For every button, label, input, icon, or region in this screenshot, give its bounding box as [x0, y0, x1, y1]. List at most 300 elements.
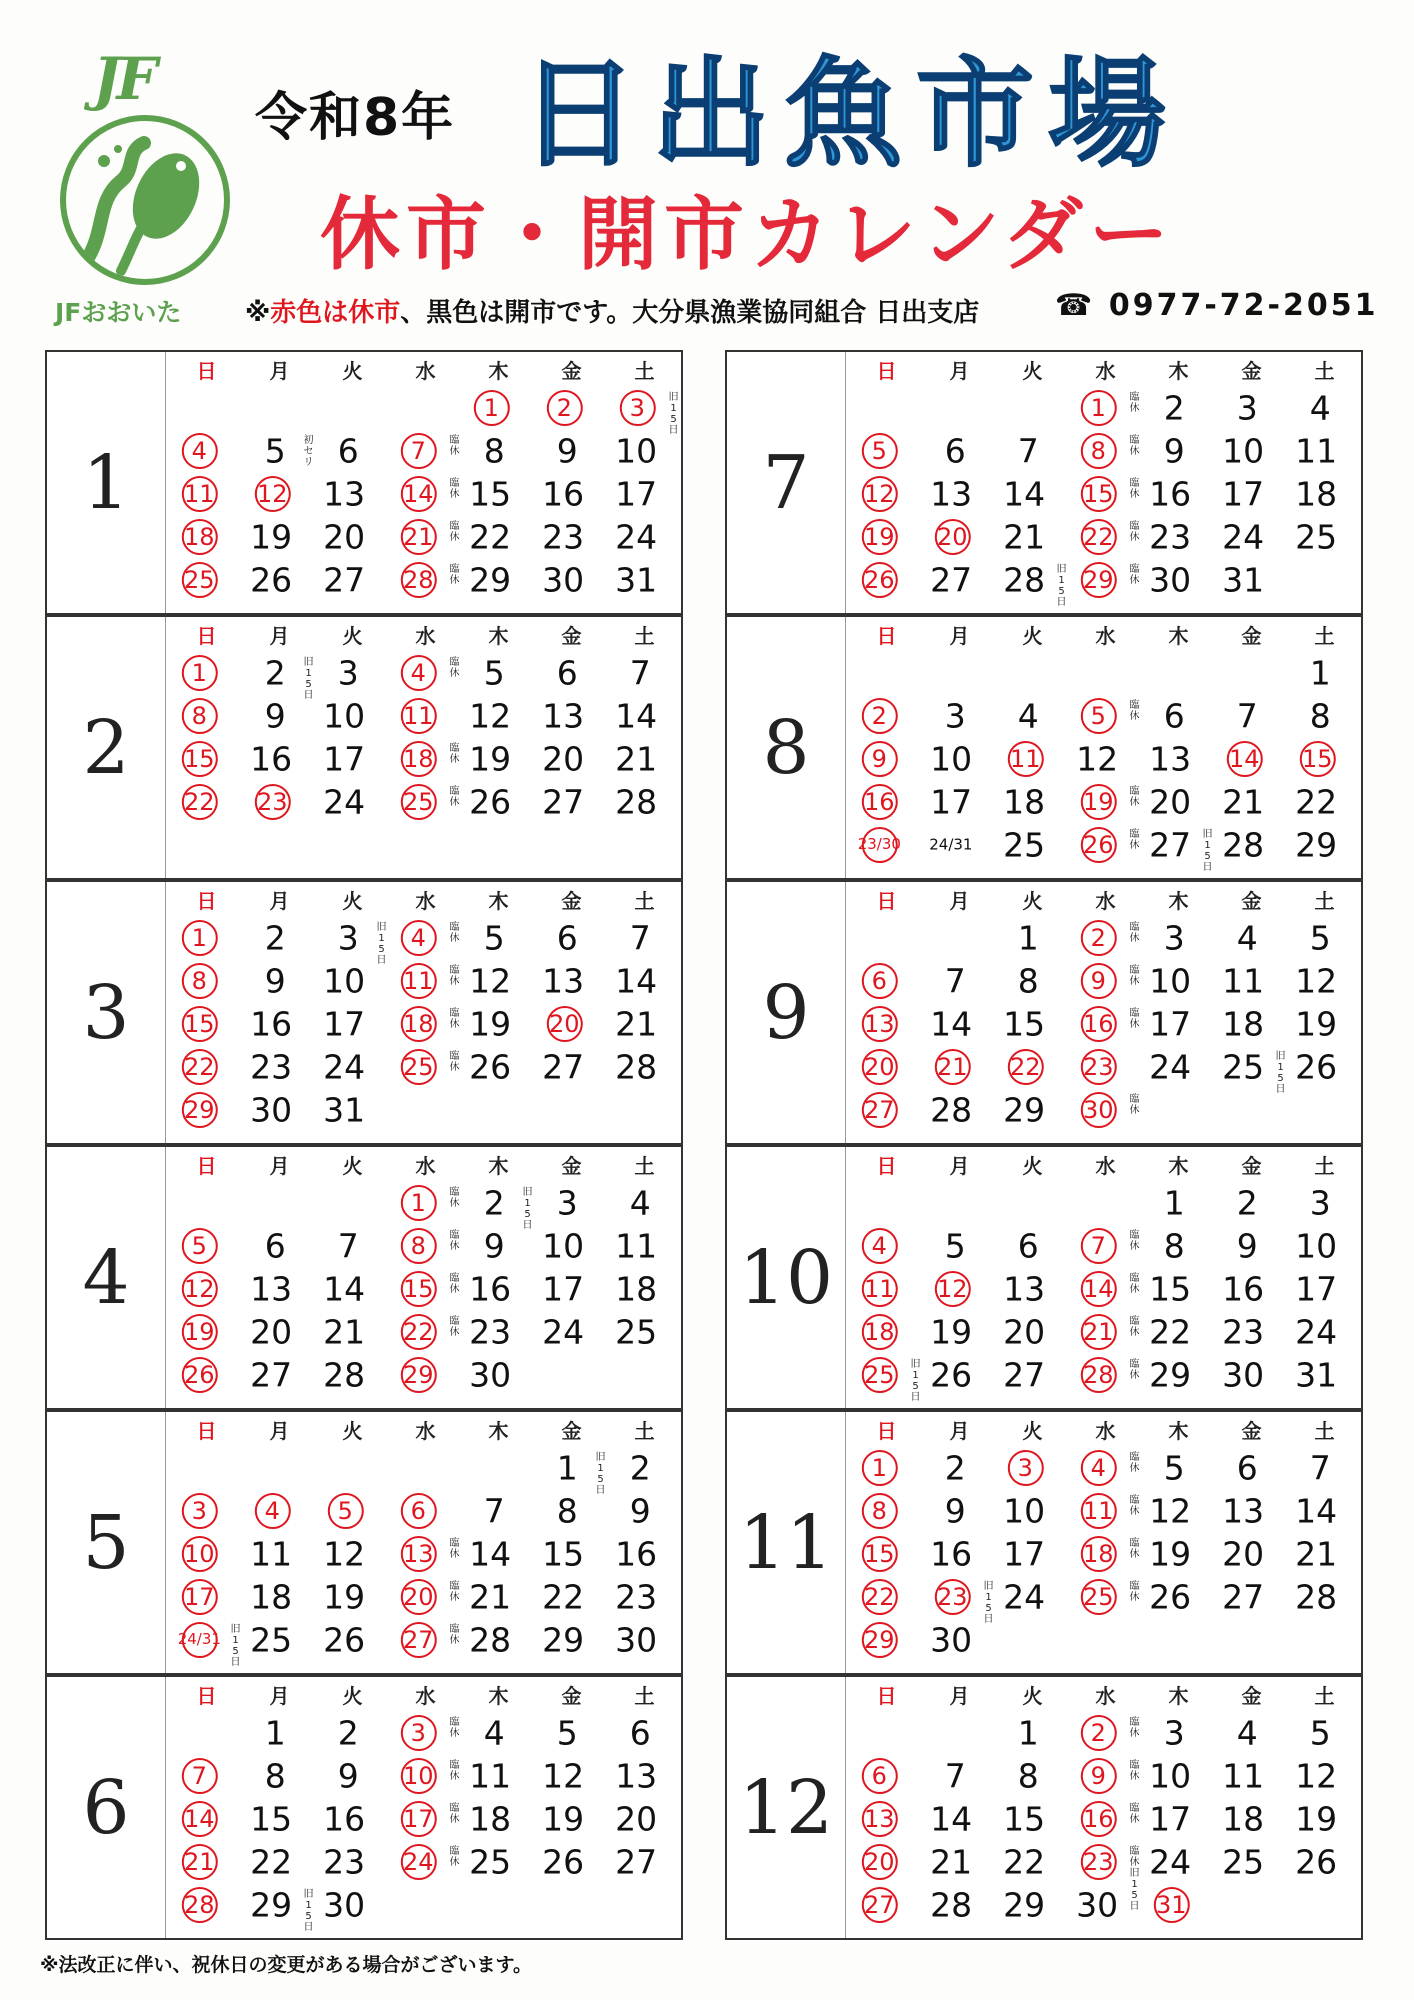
open-day: 1 [1017, 918, 1039, 957]
open-day: 13 [1149, 739, 1192, 778]
weekday-label: 土 [634, 624, 655, 648]
open-day: 11 [1222, 1756, 1265, 1795]
weekday-label: 土 [1314, 359, 1335, 383]
month-number: 8 [727, 617, 846, 878]
open-day: 12 [469, 961, 512, 1000]
day-cell [608, 429, 681, 472]
day-cell [1142, 1088, 1215, 1131]
day-cell [1069, 916, 1142, 959]
open-day: 24 [323, 1047, 366, 1086]
open-day: 25 [1295, 517, 1338, 556]
open-day: 22 [542, 1577, 585, 1616]
open-day: 10 [615, 431, 658, 470]
closed-day: 16 [1080, 1801, 1116, 1837]
day-cell [170, 1797, 243, 1840]
day-cell [170, 1353, 243, 1396]
day-note: 臨休 [449, 1187, 460, 1209]
day-cell [170, 1575, 243, 1618]
day-cell [389, 1618, 462, 1661]
weekday-label: 水 [1095, 1684, 1116, 1708]
day-cell [170, 1224, 243, 1267]
day-cell [850, 651, 923, 694]
open-day: 17 [615, 474, 658, 513]
open-day: 7 [944, 1756, 966, 1795]
weekday-header [850, 1681, 1361, 1711]
day-cell [850, 1267, 923, 1310]
day-cell [462, 386, 535, 429]
closed-day: 14 [400, 476, 436, 512]
week-row [170, 429, 681, 472]
open-day: 9 [483, 1226, 505, 1265]
day-cell [850, 1883, 923, 1926]
day-cell [316, 515, 389, 558]
day-cell [1142, 472, 1215, 515]
day-cell [462, 1797, 535, 1840]
day-cell [850, 558, 923, 601]
closed-day: 28 [400, 562, 436, 598]
open-day: 31 [323, 1090, 366, 1129]
day-cell [316, 651, 389, 694]
day-cell [1288, 1310, 1361, 1353]
weekday-label: 月 [949, 1419, 970, 1443]
day-cell [1069, 1797, 1142, 1840]
open-day: 25 [1003, 825, 1046, 864]
open-day: 11 [1295, 431, 1338, 470]
closed-day: 16 [861, 784, 897, 820]
weekday-label: 日 [876, 624, 897, 648]
open-day: 11 [1222, 961, 1265, 1000]
closed-day: 2 [861, 698, 897, 734]
day-note: 臨休 [449, 435, 460, 457]
day-cell [243, 1353, 316, 1396]
weekday-header [170, 1151, 681, 1181]
open-day: 25 [250, 1620, 293, 1659]
open-day: 27 [615, 1842, 658, 1881]
week-row [170, 1446, 681, 1496]
day-cell [1215, 1181, 1288, 1224]
day-cell [1215, 1840, 1288, 1883]
open-day: 28 [1003, 560, 1046, 599]
day-cell [389, 1711, 462, 1754]
day-cell [389, 1840, 462, 1883]
open-day: 21 [1295, 1534, 1338, 1573]
open-day: 2 [264, 653, 286, 692]
open-day: 5 [944, 1226, 966, 1265]
closed-day: 23 [254, 784, 290, 820]
day-cell [243, 1797, 316, 1840]
day-cell [1215, 558, 1288, 601]
logo-jf-text: JF [93, 45, 154, 113]
weekday-label: 日 [196, 624, 217, 648]
weekday-label: 水 [415, 1684, 436, 1708]
day-cell [243, 1446, 316, 1489]
day-cell [608, 1446, 681, 1489]
weekday-label: 金 [1241, 1419, 1262, 1443]
day-cell [170, 1618, 243, 1668]
open-day: 18 [1222, 1004, 1265, 1043]
day-note: 旧15日 [1056, 564, 1067, 608]
open-day: 6 [629, 1713, 651, 1752]
day-note: 臨休 [1129, 1008, 1140, 1030]
closed-day: 1 [861, 1450, 897, 1486]
open-day: 6 [337, 431, 359, 470]
open-day: 31 [1222, 560, 1265, 599]
open-day: 29 [1003, 1090, 1046, 1129]
open-day: 12 [1149, 1491, 1192, 1530]
open-day: 9 [556, 431, 578, 470]
day-cell [316, 1532, 389, 1575]
day-cell [1069, 1711, 1142, 1754]
day-note: 旧15日 [1275, 1051, 1286, 1095]
day-cell [535, 1532, 608, 1575]
day-cell [1142, 1353, 1215, 1396]
day-cell [996, 472, 1069, 515]
day-note: 臨休 [449, 1051, 460, 1073]
day-cell [996, 1353, 1069, 1396]
week-row [850, 1181, 1361, 1224]
weekday-label: 金 [561, 1154, 582, 1178]
day-cell [462, 694, 535, 737]
open-day: 4 [1236, 1713, 1258, 1752]
weekday-label: 木 [1168, 624, 1189, 648]
closed-day: 22 [1080, 519, 1116, 555]
closed-day: 20 [934, 519, 970, 555]
day-cell [1215, 1883, 1288, 1926]
week-row [850, 1754, 1361, 1797]
closed-day: 7 [1080, 1228, 1116, 1264]
open-day: 27 [1149, 825, 1192, 864]
weekday-label: 月 [949, 1684, 970, 1708]
open-day: 14 [930, 1004, 973, 1043]
day-note: 臨休 [1129, 392, 1140, 414]
weekday-label: 月 [949, 889, 970, 913]
day-cell [1142, 1002, 1215, 1045]
weekday-label: 火 [342, 1419, 363, 1443]
open-day: 6 [944, 431, 966, 470]
month-grid [170, 621, 681, 823]
day-cell [1215, 1489, 1288, 1532]
open-day: 15 [542, 1534, 585, 1573]
week-row [170, 472, 681, 515]
week-row [170, 1353, 681, 1396]
day-cell [996, 1754, 1069, 1797]
month-number: 3 [47, 882, 166, 1143]
open-day: 10 [1149, 1756, 1192, 1795]
open-day: 8 [1017, 961, 1039, 1000]
open-day: 16 [469, 1269, 512, 1308]
open-day: 9 [629, 1491, 651, 1530]
open-day: 5 [556, 1713, 578, 1752]
day-cell [1215, 1045, 1288, 1095]
week-row [850, 780, 1361, 823]
weekday-label: 火 [1022, 1684, 1043, 1708]
closed-day: 27 [861, 1092, 897, 1128]
week-row [850, 737, 1361, 780]
day-cell [243, 1754, 316, 1797]
day-cell [608, 1267, 681, 1310]
open-day: 9 [264, 696, 286, 735]
week-row [170, 1575, 681, 1618]
day-cell [608, 1711, 681, 1754]
open-day: 6 [556, 918, 578, 957]
closed-day: 11 [400, 698, 436, 734]
open-day: 15 [1003, 1799, 1046, 1838]
day-cell [389, 1532, 462, 1575]
day-cell [535, 916, 608, 959]
day-cell [1069, 1489, 1142, 1532]
day-cell [170, 1711, 243, 1754]
day-cell [535, 1310, 608, 1353]
closed-day: 9 [1080, 1758, 1116, 1794]
closed-day: 12 [254, 476, 290, 512]
weekday-header [850, 1151, 1361, 1181]
open-day: 3 [1163, 1713, 1185, 1752]
closed-day: 7 [181, 1758, 217, 1794]
open-day: 6 [1163, 696, 1185, 735]
open-day: 23 [615, 1577, 658, 1616]
day-cell [996, 1489, 1069, 1532]
closed-day: 8 [181, 963, 217, 999]
week-row [170, 1797, 681, 1840]
day-cell [535, 651, 608, 694]
open-day: 23 [323, 1842, 366, 1881]
closed-day: 26 [181, 1357, 217, 1393]
day-note: 旧15日 [668, 392, 679, 436]
day-cell [535, 515, 608, 558]
day-cell [462, 1267, 535, 1310]
day-cell [170, 472, 243, 515]
day-cell [170, 515, 243, 558]
day-cell [1069, 1754, 1142, 1797]
open-day: 3 [944, 696, 966, 735]
open-day: 15 [1149, 1269, 1192, 1308]
day-cell [170, 1446, 243, 1489]
day-cell [996, 823, 1069, 866]
day-cell [316, 1618, 389, 1661]
open-day: 14 [615, 961, 658, 1000]
day-cell [996, 386, 1069, 429]
day-cell [1142, 515, 1215, 558]
closed-day: 19 [181, 1314, 217, 1350]
day-cell [535, 1224, 608, 1267]
weekday-label: 金 [561, 889, 582, 913]
day-cell [389, 737, 462, 780]
day-cell [1069, 1353, 1142, 1396]
day-cell [923, 737, 996, 780]
closed-day: 11 [400, 963, 436, 999]
closed-day: 1 [1080, 390, 1116, 426]
open-day: 3 [1309, 1183, 1331, 1222]
week-row [850, 1353, 1361, 1403]
open-day: 17 [542, 1269, 585, 1308]
day-cell [1288, 1002, 1361, 1045]
open-day: 28 [930, 1090, 973, 1129]
day-cell [389, 1489, 462, 1532]
open-day: 7 [483, 1491, 505, 1530]
closed-day: 25 [1080, 1579, 1116, 1615]
month-number: 7 [727, 352, 846, 613]
month-block [725, 1410, 1363, 1675]
day-cell [1288, 515, 1361, 558]
closed-day: 11 [181, 476, 217, 512]
open-day: 25 [1222, 1842, 1265, 1881]
day-cell [923, 429, 996, 472]
day-cell [850, 1797, 923, 1840]
day-cell [1142, 1045, 1215, 1088]
day-cell [535, 1267, 608, 1310]
day-cell [608, 1618, 681, 1661]
day-cell [243, 1489, 316, 1532]
day-cell [170, 694, 243, 737]
day-cell [462, 1618, 535, 1661]
page-subtitle: 休市・開市カレンダー [320, 188, 1175, 281]
open-day: 4 [1236, 918, 1258, 957]
day-cell [316, 558, 389, 601]
open-day: 13 [615, 1756, 658, 1795]
open-day: 14 [1295, 1491, 1338, 1530]
weekday-header [170, 356, 681, 386]
weekday-label: 日 [876, 359, 897, 383]
closed-day: 19 [1080, 784, 1116, 820]
day-cell [850, 1840, 923, 1883]
day-cell [1069, 651, 1142, 694]
closed-day: 17 [400, 1801, 436, 1837]
closed-day: 7 [400, 433, 436, 469]
day-cell [1288, 1446, 1361, 1489]
day-note: 臨休 [1129, 1094, 1140, 1116]
phone-value: 0977-72-2051 [1108, 288, 1379, 323]
day-cell [243, 1532, 316, 1575]
day-cell [1288, 1224, 1361, 1267]
day-cell [923, 1224, 996, 1267]
day-cell [1142, 694, 1215, 737]
closed-day: 5 [861, 433, 897, 469]
day-cell [850, 429, 923, 472]
day-cell [243, 1840, 316, 1883]
day-cell [1069, 780, 1142, 823]
day-cell [850, 1489, 923, 1532]
closed-day: 20 [861, 1049, 897, 1085]
open-day: 5 [1163, 1448, 1185, 1487]
weekday-label: 日 [876, 1419, 897, 1443]
day-cell [170, 1181, 243, 1224]
day-cell [923, 1797, 996, 1840]
weekday-label: 月 [949, 624, 970, 648]
day-cell [1142, 737, 1215, 780]
day-cell [1288, 1575, 1361, 1618]
day-cell [170, 1754, 243, 1797]
open-day: 19 [323, 1577, 366, 1616]
day-cell [462, 916, 535, 959]
weekday-label: 火 [1022, 624, 1043, 648]
open-day: 30 [469, 1355, 512, 1394]
day-note: 臨休 [1129, 1452, 1140, 1474]
weekday-label: 日 [196, 359, 217, 383]
month-block [725, 880, 1363, 1145]
open-day: 31 [615, 560, 658, 599]
week-row [850, 1224, 1361, 1267]
day-cell [1069, 1224, 1142, 1267]
month-block [45, 615, 683, 880]
day-cell [850, 916, 923, 959]
open-day: 27 [542, 782, 585, 821]
open-day: 22 [250, 1842, 293, 1881]
open-day: 28 [615, 1047, 658, 1086]
day-note: 臨休 [1129, 1538, 1140, 1560]
day-cell [1069, 1267, 1142, 1310]
month-grid [170, 356, 681, 601]
day-cell [535, 737, 608, 780]
week-row [170, 1883, 681, 1933]
day-cell [1215, 1797, 1288, 1840]
day-cell [535, 1181, 608, 1224]
open-day: 21 [930, 1842, 973, 1881]
week-row [850, 1711, 1361, 1754]
open-day: 2 [944, 1448, 966, 1487]
open-day: 8 [483, 431, 505, 470]
week-row [170, 515, 681, 558]
day-cell [923, 1489, 996, 1532]
day-cell [462, 1446, 535, 1489]
day-cell [996, 1840, 1069, 1883]
day-cell [1288, 1353, 1361, 1396]
day-cell [389, 1797, 462, 1840]
day-note: 臨休 [1129, 922, 1140, 944]
day-cell [535, 1618, 608, 1661]
day-note: 臨休 [1129, 1803, 1140, 1825]
day-note: 臨休 [1129, 1273, 1140, 1295]
day-cell [850, 515, 923, 558]
day-cell [608, 737, 681, 780]
day-cell [462, 515, 535, 558]
closed-day: 4 [400, 920, 436, 956]
week-row [850, 386, 1361, 429]
day-cell [850, 1224, 923, 1267]
open-day: 30 [542, 560, 585, 599]
open-day: 6 [264, 1226, 286, 1265]
day-cell [316, 737, 389, 780]
day-cell [996, 1797, 1069, 1840]
open-day: 4 [629, 1183, 651, 1222]
week-row [850, 1446, 1361, 1489]
day-note: 臨休 [449, 922, 460, 944]
closed-day: 6 [400, 1493, 436, 1529]
day-cell [923, 386, 996, 429]
open-day: 27 [1222, 1577, 1265, 1616]
weekday-label: 木 [488, 359, 509, 383]
day-cell [1215, 472, 1288, 515]
day-cell [243, 959, 316, 1002]
day-cell [996, 694, 1069, 737]
day-cell [170, 737, 243, 780]
day-cell [996, 1883, 1069, 1926]
day-cell [850, 1353, 923, 1403]
weekday-label: 日 [196, 1684, 217, 1708]
day-note: 臨休 [1129, 1717, 1140, 1739]
day-cell [996, 1711, 1069, 1754]
open-day: 30 [1222, 1355, 1265, 1394]
day-cell [170, 780, 243, 823]
day-cell [389, 694, 462, 737]
month-number: 10 [727, 1147, 846, 1408]
open-day: 26 [1295, 1047, 1338, 1086]
open-day: 1 [1017, 1713, 1039, 1752]
closed-day: 18 [400, 1006, 436, 1042]
closed-day: 5 [181, 1228, 217, 1264]
day-cell [1215, 1224, 1288, 1267]
day-cell [316, 780, 389, 823]
open-day: 30 [1076, 1885, 1119, 1924]
